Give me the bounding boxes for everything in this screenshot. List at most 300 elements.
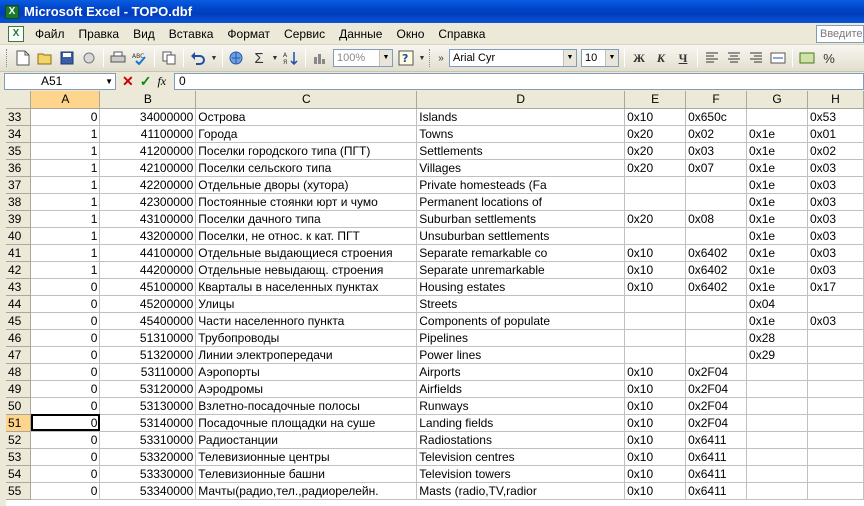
toolbar-separator: [222, 49, 223, 67]
table-row: [6, 125, 864, 142]
cell-g[interactable]: 0x1e: [747, 312, 808, 329]
print-icon[interactable]: [108, 48, 128, 68]
cell-b[interactable]: 41100000: [100, 125, 196, 142]
toolbar-separator: [183, 49, 184, 67]
cell-f[interactable]: 0x6411: [686, 465, 747, 482]
cell-h[interactable]: [807, 465, 863, 482]
cell-g[interactable]: 0x1e: [747, 125, 808, 142]
open-folder-icon[interactable]: [35, 48, 55, 68]
cell-d[interactable]: Unsuburban settlements: [417, 227, 625, 244]
cell-f[interactable]: [686, 227, 747, 244]
cell-a[interactable]: 0: [31, 482, 100, 499]
cell-g[interactable]: [747, 380, 808, 397]
cell-d[interactable]: Housing estates: [417, 278, 625, 295]
cell-e[interactable]: [625, 329, 686, 346]
table-row: [6, 108, 864, 125]
svg-text:A: A: [283, 52, 288, 59]
cell-d[interactable]: Separate unremarkable: [417, 261, 625, 278]
cell-d[interactable]: Permanent locations of: [417, 193, 625, 210]
window-title: Microsoft Excel - TOPO.dbf: [24, 4, 193, 19]
toolbar-grip[interactable]: [429, 49, 432, 67]
row-header[interactable]: 34: [6, 125, 31, 142]
cell-h[interactable]: 0x03: [807, 244, 863, 261]
cell-a[interactable]: 0: [31, 414, 100, 431]
formula-buttons: [122, 73, 174, 90]
cell-g[interactable]: 0x28: [747, 329, 808, 346]
column-header-e[interactable]: E: [625, 91, 686, 108]
table-row: [6, 346, 864, 363]
cell-g[interactable]: 0x1e: [747, 142, 808, 159]
cell-a[interactable]: 1: [31, 193, 100, 210]
cell-e[interactable]: 0x10: [625, 482, 686, 499]
row-header[interactable]: 37: [6, 176, 31, 193]
cell-e[interactable]: 0x10: [625, 431, 686, 448]
cell-h[interactable]: 0x03: [807, 227, 863, 244]
column-header-g[interactable]: G: [747, 91, 808, 108]
cell-h[interactable]: [807, 397, 863, 414]
autosum-icon[interactable]: Σ: [254, 49, 264, 67]
cell-d[interactable]: Pipelines: [417, 329, 625, 346]
table-row: [6, 142, 864, 159]
cell-g[interactable]: 0x1e: [747, 227, 808, 244]
cell-a[interactable]: 0: [31, 346, 100, 363]
cell-e[interactable]: 0x20: [625, 142, 686, 159]
cell-e[interactable]: 0x20: [625, 125, 686, 142]
cell-d[interactable]: Islands: [417, 108, 625, 125]
table-row: [6, 431, 864, 448]
cell-h[interactable]: [807, 380, 863, 397]
cell-f[interactable]: 0x6411: [686, 448, 747, 465]
row-header[interactable]: 51: [6, 414, 31, 431]
column-header-h[interactable]: H: [807, 91, 863, 108]
cell-h[interactable]: [807, 482, 863, 499]
row-header[interactable]: 44: [6, 295, 31, 312]
cell-d[interactable]: Radiostations: [417, 431, 625, 448]
cancel-entry-icon[interactable]: ✕: [122, 72, 134, 89]
cell-a[interactable]: 0: [31, 397, 100, 414]
cell-a[interactable]: 0: [31, 278, 100, 295]
menu-data[interactable]: Данные: [339, 26, 383, 41]
cell-d[interactable]: Masts (radio,TV,radior: [417, 482, 625, 499]
cell-f[interactable]: [686, 346, 747, 363]
cell-b[interactable]: 44100000: [100, 244, 196, 261]
confirm-entry-icon[interactable]: ✓: [139, 72, 152, 89]
chevron-down-icon[interactable]: ▼: [605, 50, 618, 66]
spelling-icon[interactable]: [130, 48, 150, 68]
cell-c[interactable]: Отдельные невыдающ. строения: [196, 261, 417, 278]
cell-h[interactable]: [807, 448, 863, 465]
cell-a[interactable]: 0: [31, 108, 100, 125]
toolbar-separator: [154, 49, 155, 67]
cell-e[interactable]: [625, 346, 686, 363]
cell-b[interactable]: 53340000: [100, 482, 196, 499]
cell-c[interactable]: Взлетно-посадочные полосы: [196, 397, 417, 414]
cell-e[interactable]: [625, 193, 686, 210]
cell-c[interactable]: Телевизионные центры: [196, 448, 417, 465]
cell-h[interactable]: 0x03: [807, 312, 863, 329]
cell-d[interactable]: Streets: [417, 295, 625, 312]
percent-icon[interactable]: %: [823, 50, 835, 66]
row-header[interactable]: 54: [6, 465, 31, 482]
cell-b[interactable]: 53310000: [100, 431, 196, 448]
menu-bar: [0, 23, 864, 45]
cell-g[interactable]: 0x1e: [747, 261, 808, 278]
insert-function-icon[interactable]: fx: [157, 73, 167, 88]
cell-b[interactable]: 42200000: [100, 176, 196, 193]
table-row: [6, 159, 864, 176]
cell-d[interactable]: Towns: [417, 125, 625, 142]
column-header-b[interactable]: B: [100, 91, 196, 108]
cell-c[interactable]: Радиостанции: [196, 431, 417, 448]
cell-d[interactable]: Television towers: [417, 465, 625, 482]
worksheet-table: [6, 91, 864, 500]
row-header[interactable]: 52: [6, 431, 31, 448]
cell-e[interactable]: 0x10: [625, 414, 686, 431]
cell-a[interactable]: 0: [31, 431, 100, 448]
formula-input[interactable]: 0: [174, 73, 864, 90]
cell-e[interactable]: 0x10: [625, 108, 686, 125]
cell-b[interactable]: 45100000: [100, 278, 196, 295]
cell-c[interactable]: Аэропорты: [196, 363, 417, 380]
chart-wizard-icon[interactable]: [310, 48, 330, 68]
help-search-input[interactable]: Введите: [816, 25, 864, 43]
permission-icon[interactable]: [79, 48, 99, 68]
cell-c[interactable]: Отдельные дворы (хутора): [196, 176, 417, 193]
cell-e[interactable]: 0x10: [625, 380, 686, 397]
cell-g[interactable]: [747, 397, 808, 414]
cell-h[interactable]: 0x17: [807, 278, 863, 295]
cell-b[interactable]: 53130000: [100, 397, 196, 414]
cell-f[interactable]: 0x2F04: [686, 397, 747, 414]
cell-f[interactable]: 0x6402: [686, 278, 747, 295]
italic-button[interactable]: К: [656, 50, 666, 65]
cell-f[interactable]: 0x08: [686, 210, 747, 227]
menu-window[interactable]: Окно: [396, 26, 425, 41]
undo-icon[interactable]: [188, 48, 208, 68]
svg-text:?: ?: [402, 52, 409, 65]
cell-e[interactable]: [625, 176, 686, 193]
cell-b[interactable]: 34000000: [100, 108, 196, 125]
cell-c[interactable]: Мачты(радио,тел.,радиорелейн.: [196, 482, 417, 499]
row-header[interactable]: 33: [6, 108, 31, 125]
cell-f[interactable]: 0x6402: [686, 261, 747, 278]
cell-b[interactable]: 41200000: [100, 142, 196, 159]
cell-a[interactable]: 0: [31, 448, 100, 465]
toolbar: [0, 45, 864, 72]
toolbar-options-icon[interactable]: »: [438, 52, 444, 64]
cell-g[interactable]: 0x1e: [747, 159, 808, 176]
table-row: [6, 397, 864, 414]
cell-f[interactable]: 0x6411: [686, 482, 747, 499]
table-row: [6, 176, 864, 193]
help-icon[interactable]: [396, 48, 416, 68]
cell-c[interactable]: Постоянные стоянки юрт и чумо: [196, 193, 417, 210]
align-left-icon[interactable]: [702, 48, 722, 68]
cell-b[interactable]: 51310000: [100, 329, 196, 346]
chevron-down-icon[interactable]: ▼: [379, 50, 392, 66]
cell-g[interactable]: [747, 431, 808, 448]
cell-a[interactable]: 0: [31, 380, 100, 397]
cell-d[interactable]: Separate remarkable co: [417, 244, 625, 261]
cell-e[interactable]: 0x10: [625, 465, 686, 482]
table-row: [6, 448, 864, 465]
cell-d[interactable]: Landing fields: [417, 414, 625, 431]
toolbar-separator: [103, 49, 104, 67]
undo-dropdown-arrow-icon[interactable]: ▼: [210, 54, 218, 62]
row-header[interactable]: 55: [6, 482, 31, 499]
align-center-icon[interactable]: [724, 48, 744, 68]
menu-file[interactable]: Файл: [35, 26, 65, 41]
svg-text:ABC: ABC: [132, 53, 145, 60]
cell-g[interactable]: 0x1e: [747, 210, 808, 227]
cell-c[interactable]: Поселки сельского типа: [196, 159, 417, 176]
cell-h[interactable]: 0x03: [807, 261, 863, 278]
cell-f[interactable]: 0x2F04: [686, 414, 747, 431]
cell-f[interactable]: [686, 193, 747, 210]
cell-e[interactable]: 0x10: [625, 363, 686, 380]
cell-b[interactable]: 42100000: [100, 159, 196, 176]
cell-h[interactable]: 0x03: [807, 176, 863, 193]
cell-h[interactable]: [807, 414, 863, 431]
cell-b[interactable]: 53140000: [100, 414, 196, 431]
cell-g[interactable]: 0x1e: [747, 244, 808, 261]
cell-h[interactable]: 0x03: [807, 159, 863, 176]
cell-f[interactable]: [686, 312, 747, 329]
bold-button[interactable]: Ж: [633, 50, 645, 65]
row-header[interactable]: 40: [6, 227, 31, 244]
row-header[interactable]: 35: [6, 142, 31, 159]
cell-c[interactable]: Части населенного пункта: [196, 312, 417, 329]
new-document-icon[interactable]: [13, 48, 33, 68]
cell-b[interactable]: 53120000: [100, 380, 196, 397]
cell-a[interactable]: 0: [31, 329, 100, 346]
chevron-down-icon[interactable]: ▼: [563, 50, 576, 66]
cell-b[interactable]: 45400000: [100, 312, 196, 329]
menu-format[interactable]: Формат: [227, 26, 271, 41]
hyperlink-icon[interactable]: [227, 48, 247, 68]
cell-a[interactable]: 1: [31, 125, 100, 142]
cell-d[interactable]: Villages: [417, 159, 625, 176]
underline-button[interactable]: Ч: [678, 50, 688, 65]
menu-help[interactable]: Справка: [438, 26, 486, 41]
column-header-d[interactable]: D: [417, 91, 625, 108]
cell-c[interactable]: Посадочные площадки на суше: [196, 414, 417, 431]
row-header[interactable]: 41: [6, 244, 31, 261]
cell-d[interactable]: Airports: [417, 363, 625, 380]
cell-e[interactable]: 0x20: [625, 159, 686, 176]
toolbar-separator: [697, 49, 698, 67]
cell-d[interactable]: Settlements: [417, 142, 625, 159]
currency-icon[interactable]: [797, 48, 817, 68]
cell-f[interactable]: 0x2F04: [686, 363, 747, 380]
cell-b[interactable]: 53320000: [100, 448, 196, 465]
chevron-down-icon[interactable]: ▼: [105, 76, 113, 86]
cell-b[interactable]: 44200000: [100, 261, 196, 278]
cell-e[interactable]: 0x10: [625, 261, 686, 278]
toolbar-separator: [624, 49, 625, 67]
row-header[interactable]: 36: [6, 159, 31, 176]
align-right-icon[interactable]: [746, 48, 766, 68]
cell-b[interactable]: 43100000: [100, 210, 196, 227]
cell-b[interactable]: 51320000: [100, 346, 196, 363]
cell-f[interactable]: 0x07: [686, 159, 747, 176]
cell-b[interactable]: 53330000: [100, 465, 196, 482]
column-header-f[interactable]: F: [686, 91, 747, 108]
cell-f[interactable]: 0x6411: [686, 431, 747, 448]
cell-c[interactable]: Трубопроводы: [196, 329, 417, 346]
table-row: [6, 193, 864, 210]
cell-f[interactable]: 0x650c: [686, 108, 747, 125]
cell-a[interactable]: 1: [31, 159, 100, 176]
copy-icon[interactable]: [159, 48, 179, 68]
column-header-a[interactable]: A: [31, 91, 100, 108]
font-size-select[interactable]: [581, 49, 619, 67]
column-header-row: [6, 91, 864, 108]
cell-a[interactable]: 0: [31, 363, 100, 380]
toolbar-grip[interactable]: [6, 49, 9, 67]
select-all-corner[interactable]: [6, 91, 31, 108]
cell-a[interactable]: 1: [31, 244, 100, 261]
cell-g[interactable]: 0x1e: [747, 193, 808, 210]
title-bar: [0, 0, 864, 23]
cell-h[interactable]: 0x01: [807, 125, 863, 142]
row-header[interactable]: 38: [6, 193, 31, 210]
cell-d[interactable]: Airfields: [417, 380, 625, 397]
cell-h[interactable]: 0x53: [807, 108, 863, 125]
cell-c[interactable]: Кварталы в населенных пунктах: [196, 278, 417, 295]
cell-e[interactable]: 0x10: [625, 448, 686, 465]
cell-g[interactable]: [747, 108, 808, 125]
cell-g[interactable]: [747, 482, 808, 499]
font-name-value: Arial Cyr: [453, 52, 496, 64]
row-header[interactable]: 47: [6, 346, 31, 363]
cell-e[interactable]: [625, 295, 686, 312]
row-header[interactable]: 49: [6, 380, 31, 397]
cell-f[interactable]: 0x6402: [686, 244, 747, 261]
cell-f[interactable]: [686, 295, 747, 312]
cell-b[interactable]: 42300000: [100, 193, 196, 210]
cell-b[interactable]: 45200000: [100, 295, 196, 312]
cell-h[interactable]: [807, 431, 863, 448]
cell-g[interactable]: [747, 363, 808, 380]
cell-d[interactable]: Components of populate: [417, 312, 625, 329]
excel-app-icon[interactable]: X: [5, 5, 19, 19]
cell-c[interactable]: Телевизионные башни: [196, 465, 417, 482]
table-row: [6, 414, 864, 431]
cell-d[interactable]: Power lines: [417, 346, 625, 363]
row-header[interactable]: 48: [6, 363, 31, 380]
cell-f[interactable]: [686, 176, 747, 193]
cell-g[interactable]: 0x1e: [747, 278, 808, 295]
cell-h[interactable]: 0x02: [807, 142, 863, 159]
cell-a[interactable]: 1: [31, 261, 100, 278]
cell-g[interactable]: 0x1e: [747, 176, 808, 193]
cell-h[interactable]: 0x03: [807, 210, 863, 227]
table-row: [6, 380, 864, 397]
cell-c[interactable]: Острова: [196, 108, 417, 125]
cell-c[interactable]: Отдельные выдающиеся строения: [196, 244, 417, 261]
cell-g[interactable]: 0x29: [747, 346, 808, 363]
name-box[interactable]: [4, 73, 116, 90]
cell-e[interactable]: 0x20: [625, 210, 686, 227]
cell-e[interactable]: [625, 227, 686, 244]
column-header-c[interactable]: C: [196, 91, 417, 108]
cell-e[interactable]: 0x10: [625, 278, 686, 295]
cell-b[interactable]: 43200000: [100, 227, 196, 244]
row-header[interactable]: 43: [6, 278, 31, 295]
autosum-dropdown-arrow-icon[interactable]: ▼: [271, 54, 279, 62]
cell-f[interactable]: 0x2F04: [686, 380, 747, 397]
cell-b[interactable]: 53110000: [100, 363, 196, 380]
cell-h[interactable]: [807, 329, 863, 346]
cell-c[interactable]: Города: [196, 125, 417, 142]
table-row: [6, 244, 864, 261]
cell-e[interactable]: 0x10: [625, 397, 686, 414]
cell-h[interactable]: [807, 295, 863, 312]
cell-a[interactable]: 1: [31, 210, 100, 227]
font-name-select[interactable]: [449, 49, 577, 67]
cell-c[interactable]: Поселки дачного типа: [196, 210, 417, 227]
cell-g[interactable]: [747, 448, 808, 465]
menu-view[interactable]: Вид: [133, 26, 155, 41]
cell-e[interactable]: 0x10: [625, 244, 686, 261]
cell-f[interactable]: [686, 329, 747, 346]
cell-c[interactable]: Поселки городского типа (ПГТ): [196, 142, 417, 159]
cell-g[interactable]: [747, 414, 808, 431]
workbook-icon[interactable]: X: [8, 26, 24, 42]
cell-c[interactable]: Аэродромы: [196, 380, 417, 397]
cell-a[interactable]: 0: [31, 465, 100, 482]
cell-d[interactable]: Private homesteads (Fa: [417, 176, 625, 193]
cell-f[interactable]: 0x02: [686, 125, 747, 142]
row-header[interactable]: 50: [6, 397, 31, 414]
help-dropdown-arrow-icon[interactable]: ▼: [418, 54, 426, 62]
menu-tools[interactable]: Сервис: [284, 26, 326, 41]
cell-e[interactable]: [625, 312, 686, 329]
cell-h[interactable]: [807, 363, 863, 380]
cell-c[interactable]: Поселки, не относ. к кат. ПГТ: [196, 227, 417, 244]
cell-d[interactable]: Television centres: [417, 448, 625, 465]
cell-a[interactable]: 0: [31, 295, 100, 312]
cell-f[interactable]: 0x03: [686, 142, 747, 159]
zoom-select[interactable]: [333, 49, 393, 67]
cell-a[interactable]: 0: [31, 312, 100, 329]
cell-h[interactable]: [807, 346, 863, 363]
table-row: [6, 295, 864, 312]
merge-center-icon[interactable]: [768, 48, 788, 68]
cell-a[interactable]: 1: [31, 227, 100, 244]
cell-d[interactable]: Runways: [417, 397, 625, 414]
row-header[interactable]: 46: [6, 329, 31, 346]
cell-c[interactable]: Линии электропередачи: [196, 346, 417, 363]
row-header[interactable]: 42: [6, 261, 31, 278]
save-icon[interactable]: [57, 48, 77, 68]
menu-insert[interactable]: Вставка: [168, 26, 214, 41]
row-header[interactable]: 45: [6, 312, 31, 329]
cell-c[interactable]: Улицы: [196, 295, 417, 312]
cell-a[interactable]: 1: [31, 176, 100, 193]
sort-ascending-icon[interactable]: [281, 48, 301, 68]
cell-g[interactable]: 0x04: [747, 295, 808, 312]
row-header[interactable]: 53: [6, 448, 31, 465]
cell-a[interactable]: 1: [31, 142, 100, 159]
cell-g[interactable]: [747, 465, 808, 482]
menu-edit[interactable]: Правка: [78, 26, 120, 41]
cell-h[interactable]: 0x03: [807, 193, 863, 210]
table-row: [6, 482, 864, 499]
cell-d[interactable]: Suburban settlements: [417, 210, 625, 227]
row-header[interactable]: 39: [6, 210, 31, 227]
